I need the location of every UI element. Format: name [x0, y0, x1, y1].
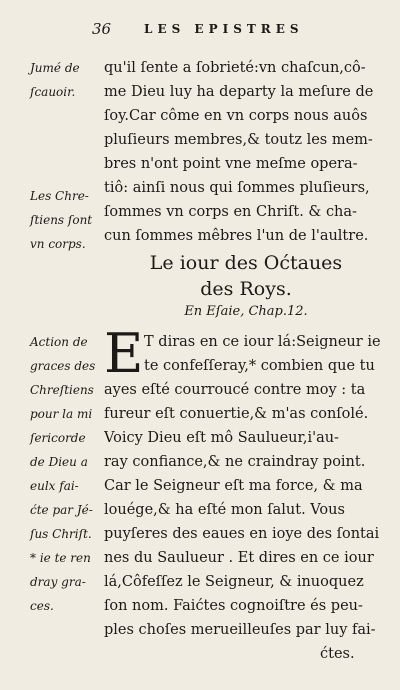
margin-note-line: ſericorde — [30, 431, 86, 445]
margin-note-line: de Dieu a — [30, 455, 88, 469]
text-line: puyſeres des eaues en ioye des ſontai — [104, 526, 380, 542]
margin-note-line: graces des — [30, 359, 96, 373]
main-text — [104, 0, 390, 690]
margin-note-line: ćte par Jé- — [30, 503, 93, 517]
chapter-reference: En Eſaie, Chap.12. — [184, 304, 308, 319]
margin-note-line: Jumé de — [30, 61, 80, 75]
margin-note-line: * ie te ren — [30, 551, 91, 565]
text-line: louége,& ha eſté mon ſalut. Vous — [104, 502, 345, 518]
margin-note — [30, 56, 104, 104]
text-line: tiô: ainſi nous qui ſommes pluſieurs, — [104, 180, 370, 196]
text-line: ſon nom. Faićtes cognoiſtre és peu- — [104, 598, 363, 614]
text-line: Voicy Dieu eſt mô Saulueur,i'au- — [104, 430, 339, 446]
text-line: ray confiance,& ne craindray point. — [104, 454, 366, 470]
text-line: me Dieu luy ha departy la meſure de — [104, 84, 374, 100]
text-line: bres n'ont point vne meſme opera- — [104, 156, 358, 172]
page-number: 36 — [92, 20, 112, 38]
drop-cap: E — [104, 322, 144, 385]
margin-note-line: dray gra- — [30, 575, 86, 589]
text-line: ſommes vn corps en Chriſt. & cha- — [104, 204, 357, 220]
text-line: Car le Seigneur eſt ma force, & ma — [104, 478, 363, 494]
margin-note-line: pour la mi — [30, 407, 93, 421]
text-line: ſoy.Car côme en vn corps nous auôs — [104, 108, 368, 124]
chapter-title: Le iour des Oćtaues — [149, 252, 343, 274]
margin-note — [30, 184, 104, 256]
text-line: ayes eſté courroucé contre moy : ta — [104, 382, 366, 398]
running-head: LES EPISTRES — [144, 22, 304, 36]
text-line: nes du Saulueur . Et dires en ce iour — [104, 550, 374, 566]
margin-note-line: Action de — [30, 335, 88, 349]
text-line: ćtes. — [320, 646, 355, 662]
margin-note-line: ſcauoir. — [30, 85, 76, 99]
margin-note-line: vn corps. — [30, 237, 86, 251]
text-line: qu'il ſente a ſobrieté:vn chaſcun,cô- — [104, 60, 366, 76]
margin-notes — [0, 0, 100, 690]
text-line: te confeſſeray,* combien que tu — [144, 358, 375, 374]
chapter-title: des Roys. — [200, 278, 292, 300]
text-line: cun ſommes mêbres l'un de l'aultre. — [104, 228, 369, 244]
text-line: lá,Côfeſſez le Seigneur, & inuoquez — [104, 574, 364, 590]
margin-note-line: Chreſtiens — [30, 383, 94, 397]
margin-note-line: eulx fai- — [30, 479, 79, 493]
margin-note-line: Les Chre- — [30, 189, 89, 203]
margin-note-line: ſus Chriſt. — [30, 527, 92, 541]
text-line: ples choſes merueilleuſes par luy fai- — [104, 622, 376, 638]
text-line: T diras en ce iour lá:Seigneur ie — [144, 334, 381, 350]
margin-note — [30, 330, 104, 618]
margin-note-line: ces. — [30, 599, 54, 613]
margin-note-line: ſtiens ſont — [30, 213, 93, 227]
text-line: pluſieurs membres,& toutz les mem- — [104, 132, 373, 148]
text-line: fureur eſt conuertie,& m'as conſolé. — [104, 406, 369, 422]
